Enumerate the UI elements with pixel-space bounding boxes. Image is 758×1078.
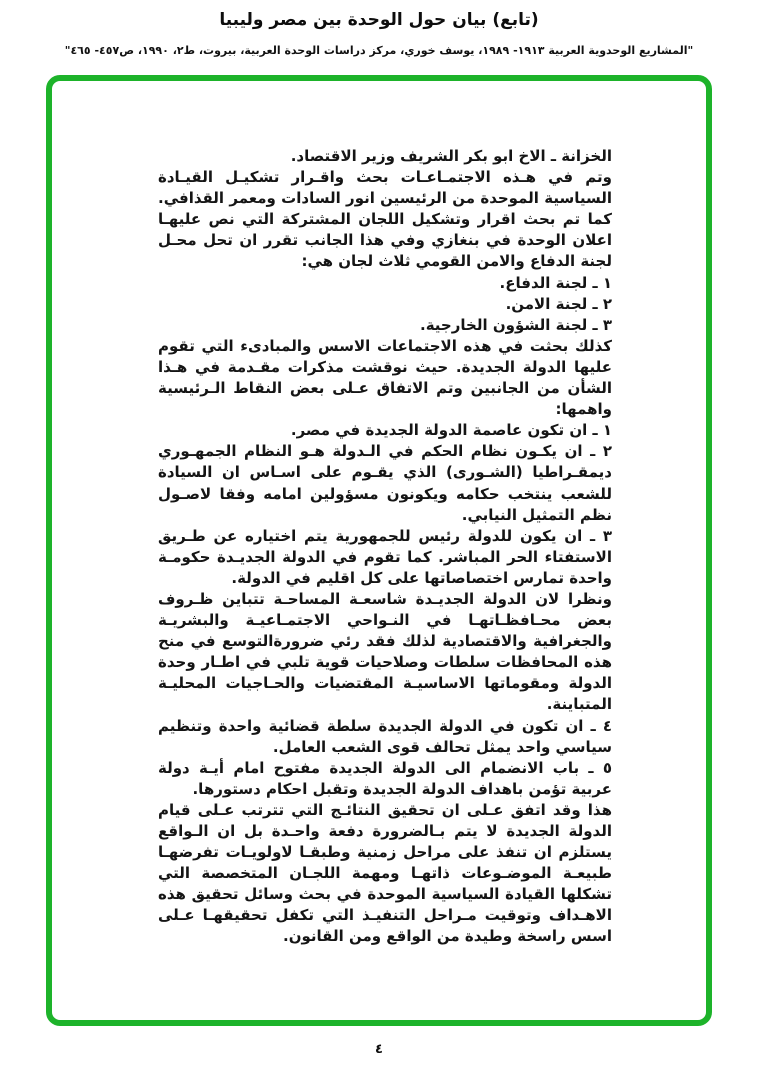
text-line: ٣ ـ ان يكون للدولة رئيس للجمهورية يتم اختياره عن طـريق xyxy=(158,526,612,545)
text-line: وتم في هـذه الاجتمـاعـات بحث واقـرار تشكيـل القيـادة xyxy=(158,168,612,187)
text-line: ١ ـ لجنة الدفاع. xyxy=(499,273,612,292)
text-line: الخزانة ـ الاخ ابو بكر الشريف وزير الاقتصاد. xyxy=(290,147,612,165)
text-line: بعض محـافظـاتهـا في النـواحي الاجتمـاعيـة والبشريـة xyxy=(158,611,612,630)
text-line: الدولة ومقوماتها الاساسيـة المقتضيات والحـاجيات المحليـة xyxy=(158,674,612,693)
text-line: الدولة الجديدة لا يتم بـالضرورة دفعة واحـدة بل ان الـواقع xyxy=(158,822,612,840)
text-line: عربية تؤمن باهداف الدولة الجديدة وتقبل احكام دستورها. xyxy=(192,779,612,798)
text-line: واحدة تمارس اختصاصاتها على كل اقليم في الدولة. xyxy=(231,568,612,587)
text-line: تشكلها القيادة السياسية الموحدة في بحث وسائل تحقيق هذه xyxy=(158,885,612,904)
text-line: ٤ ـ ان تكون في الدولة الجديدة سلطة قضائية واحدة وتنظيم xyxy=(158,716,612,735)
text-line: والجغرافية والاقتصادية لذلك فقد رئي ضرورةالتوسع في منح xyxy=(158,632,612,651)
body-text-block xyxy=(158,146,612,948)
source-citation: "المشاريع الوحدوية العربية ١٩١٣- ١٩٨٩، يوسف خوري، مركز دراسات الوحدة العربية، بيروت، ط٢، ١٩٩٠، ص٤٥٧- ٤٦٥" xyxy=(64,44,694,57)
text-line: نظم التمثيل النيابي. xyxy=(461,505,612,524)
text-line: عليها الدولة الجديدة. حيث نوقشت مذكرات مقـدمة في هـذا xyxy=(158,357,612,376)
text-line: ١ ـ ان تكون عاصمة الدولة الجديدة في مصر. xyxy=(290,421,612,440)
text-line: كذلك بحثت في هذه الاجتماعات الاسس والمبادىء التي تقوم xyxy=(158,336,612,355)
green-frame xyxy=(46,75,712,1026)
text-line: طبيعـة الموضـوعات ذاتهـا ومهمة اللجـان المتخصصة التي xyxy=(158,864,612,883)
text-line: هذا وقد اتفق عـلى ان تحقيق النتائـج التي تترتب عـلى قيام xyxy=(158,800,612,819)
text-line: ٢ ـ ان يكـون نظام الحكم في الـدولة هـو النظام الجمهـوري xyxy=(158,442,612,461)
text-line: واهمها: xyxy=(555,400,612,419)
page-number: ٤ xyxy=(375,1042,383,1057)
text-line: ديمقـراطيا (الشـورى) الذي يقـوم على اسـاس ان السيادة xyxy=(158,463,612,482)
text-line: ٢ ـ لجنة الامن. xyxy=(505,294,612,313)
text-line: المتباينة. xyxy=(546,695,612,714)
text-line: ونظرا لان الدولة الجديـدة شاسعـة المساحـة تتباين ظـروف xyxy=(158,589,612,608)
text-line: الشأن من الجانبين وتم الاتفاق عـلى بعض النقاط الـرئيسية xyxy=(158,379,612,398)
text-line: ٣ ـ لجنة الشؤون الخارجية. xyxy=(420,315,612,334)
text-line: ٥ ـ باب الانضمام الى الدولة الجديدة مفتوح امام أيـة دولة xyxy=(158,758,612,777)
text-line: سياسي واحد يمثل تحالف قوى الشعب العامل. xyxy=(272,737,612,756)
text-line: الاهـداف وتوقيت مـراحل التنفيـذ التي تكفل تحقيقهـا عـلى xyxy=(158,906,612,925)
text-line: هذه المحافظات سلطات وصلاحيات قوية تلبي في اطـار وحدة xyxy=(158,653,612,672)
text-line: السياسية الموحدة من الرئيسين انور السادات ومعمر القذافي. xyxy=(158,189,612,208)
text-line: لجنة الدفاع والامن القومي ثلاث لجان هي: xyxy=(301,252,612,271)
text-line: اسس راسخة وطيدة من الواقع ومن القانون. xyxy=(283,927,612,946)
page-title: (تابع) بيان حول الوحدة بين مصر وليبيا xyxy=(219,10,539,30)
text-line: للشعب ينتخب حكامه ويكونون مسؤولين امامه وفقا لاصـول xyxy=(158,484,612,503)
text-line: يستلزم ان تنفذ على مراحل زمنية وطبقـا لاولويـات تفرضهـا xyxy=(158,843,612,862)
text-line: كما تم بحث اقرار وتشكيل اللجان المشتركة التي نص عليهـا xyxy=(158,210,612,229)
text-line: الاستفتاء الحر المباشر. كما تقوم في الدولة الجديـدة حكومـة xyxy=(158,547,612,566)
text-line: اعلان الوحدة في بنغازي وفي هذا الجانب تقرر ان تحل محـل xyxy=(158,231,612,250)
